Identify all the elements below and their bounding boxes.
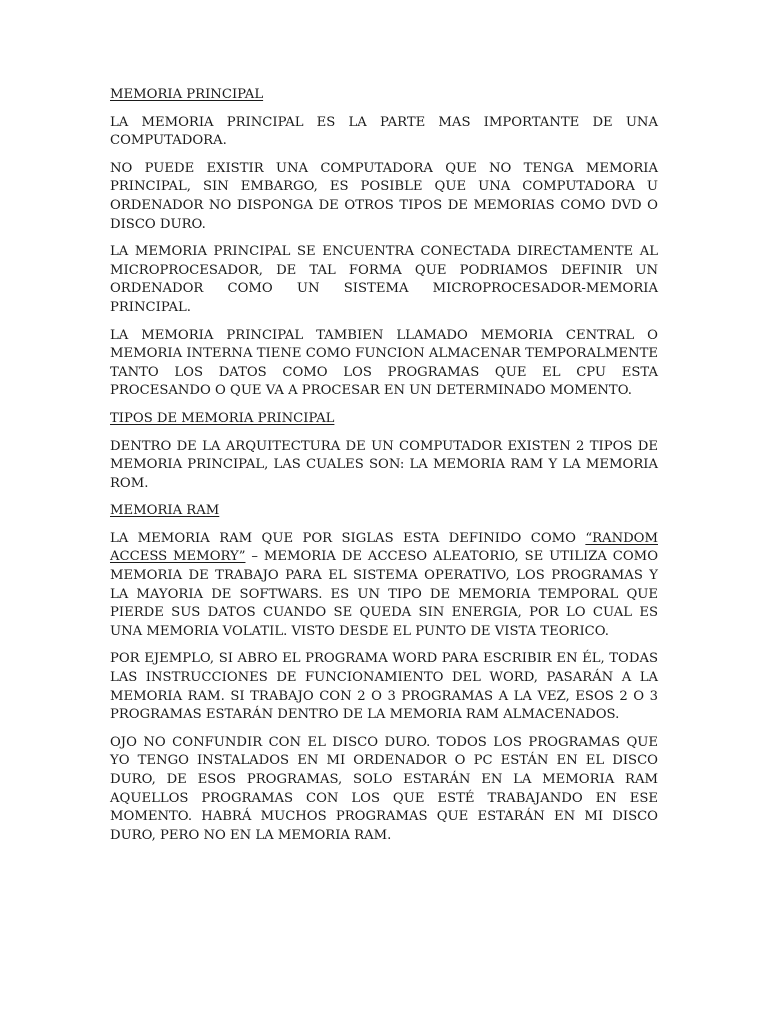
paragraph-intro: LA MEMORIA PRINCIPAL ES LA PARTE MAS IMPORTANTE DE UNA COMPUTADORA.: [110, 114, 658, 149]
ram-term: “RANDOM ACCESS MEMORY”: [110, 530, 658, 565]
paragraph-ram-definition: [110, 530, 658, 642]
paragraph-example-word: POR EJEMPLO, SI ABRO EL PROGRAMA WORD PARA ESCRIBIR EN ÉL, TODAS LAS INSTRUCCIONES DE FUNCIONAMIENTO DEL WORD, PASARÁN A LA MEMORIA RAM. SI TRABAJO CON 2 O 3 PROGRAMAS A LA VEZ, ESOS 2 O 3 PROGRAMAS ESTARÁN DENTRO DE LA MEMORIA RAM ALMACENADOS.: [110, 651, 658, 723]
heading-memoria-principal: MEMORIA PRINCIPAL: [110, 87, 264, 102]
paragraph-existence: NO PUEDE EXISTIR UNA COMPUTADORA QUE NO TENGA MEMORIA PRINCIPAL, SIN EMBARGO, ES POSIBLE QUE UNA COMPUTADORA U ORDENADOR NO DISPONGA DE OTROS TIPOS DE MEMORIAS COMO DVD O DISCO DURO.: [110, 160, 658, 232]
paragraph-function: LA MEMORIA PRINCIPAL TAMBIEN LLAMADO MEMORIA CENTRAL O MEMORIA INTERNA TIENE COMO FUNCION ALMACENAR TEMPORALMENTE TANTO LOS DATOS COMO LOS PROGRAMAS QUE EL CPU ESTA PROCESANDO O QUE VA A PROCESAR EN UN DETERMINADO MOMENTO.: [110, 327, 658, 399]
paragraph-disco-duro: OJO NO CONFUNDIR CON EL DISCO DURO. TODOS LOS PROGRAMAS QUE YO TENGO INSTALADOS EN MI ORDENADOR O PC ESTÁN EN EL DISCO DURO, DE ESOS PROGRAMAS, SOLO ESTARÁN EN LA MEMORIA RAM AQUELLOS PROGRAMAS CON LOS QUE ESTÉ TRABAJANDO EN ESE MOMENTO. HABRÁ MUCHOS PROGRAMAS QUE ESTARÁN EN MI DISCO DURO, PERO NO EN LA MEMORIA RAM.: [110, 734, 658, 843]
ram-text-before: LA MEMORIA RAM QUE POR SIGLAS ESTA DEFINIDO COMO: [110, 530, 586, 546]
heading-memoria-ram: MEMORIA RAM: [110, 503, 220, 519]
paragraph-types: DENTRO DE LA ARQUITECTURA DE UN COMPUTADOR EXISTEN 2 TIPOS DE MEMORIA PRINCIPAL, LAS CUALES SON: LA MEMORIA RAM Y LA MEMORIA ROM.: [110, 438, 658, 491]
paragraph-connection: LA MEMORIA PRINCIPAL SE ENCUENTRA CONECTADA DIRECTAMENTE AL MICROPROCESADOR, DE TAL FORMA QUE PODRIAMOS DEFINIR UN ORDENADOR COMO UN SISTEMA MICROPROCESADOR-MEMORIA PRINCIPAL.: [110, 244, 658, 315]
ram-text-after: – MEMORIA DE ACCESO ALEATORIO, SE UTILIZA COMO MEMORIA DE TRABAJO PARA EL SISTEMA OPERATIVO, LOS PROGRAMAS Y LA MAYORIA DE SOFTWARS. ES UN TIPO DE MEMORIA TEMPORAL QUE PIERDE SUS DATOS CUANDO SE QUEDA SIN ENERGIA, POR LO CUAL ES UNA MEMORIA VOLATIL. VISTO DESDE EL PUNTO DE VISTA TEORICO.: [110, 549, 659, 639]
document-page: [110, 86, 658, 854]
heading-tipos-memoria: TIPOS DE MEMORIA PRINCIPAL: [110, 410, 335, 426]
